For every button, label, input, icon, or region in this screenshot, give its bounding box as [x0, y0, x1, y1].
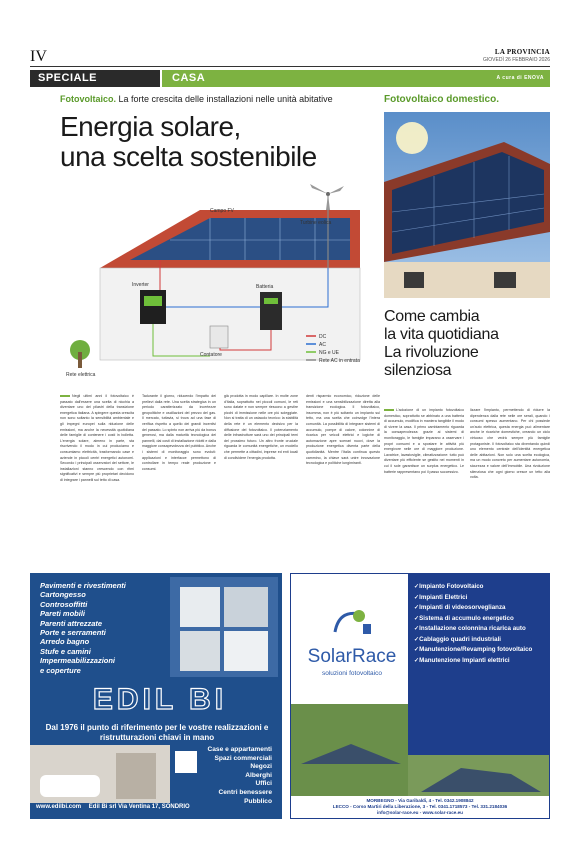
inverter-box	[140, 290, 166, 324]
label-pv: Campo FV	[210, 208, 234, 214]
section-label-casa-text: CASA	[172, 72, 206, 84]
section-label-speciale: SPECIALE	[30, 70, 160, 87]
main-column-1	[60, 394, 134, 564]
solarrace-service: ✓Impianto Fotovoltaico	[414, 583, 484, 590]
solarrace-service: ✓Manutenzione/Revamping fotovoltaico	[414, 646, 533, 653]
edilbi-website[interactable]: www.edilbi.com	[36, 804, 82, 810]
sun	[396, 122, 428, 154]
solarrace-email[interactable]: info@solar-race.eu - www.solar-race.eu	[376, 810, 463, 815]
solarrace-service: ✓Installazione colonnina ricarica auto	[414, 625, 526, 632]
edilbi-target: Alberghi	[245, 771, 272, 779]
label-turbine: Turbine eolica	[300, 220, 332, 226]
main-kicker-bold: Fotovoltaico.	[60, 94, 116, 104]
main-column-3: già prodotta in modo capillare. In molte zone d'Italia, soprattutto nei piccoli comuni, le reti sono datate e non sempre riescono a gestire picchi di immissione nelle ore più soleggiate. Non si tratta di un ostacolo tecnico: la stabilità della rete è un elemento decisivo per la diffusione del fotovoltaico. Il potenziamento delle infrastrutture sarà uno dei principali temi del prossimo futuro. Un altro fronte cruciale riguarda le comunità energetiche, un modello che permette a cittadini, imprese ed enti locali di condividere l'energia prodotta.	[224, 394, 298, 460]
side-headline-line4: silenziosa	[384, 362, 452, 379]
main-column-1-text: Negli ultimi anni il fotovoltaico è passato dall'essere una scelta di nicchia a diventare uno dei pilastri della transizione energetica italiana. A spingere questa crescita non sono soltanto la sensibilità ambientale e gli impegni europei sulla riduzione delle emissioni, ma anche la necessità quotidiana delle famiglie di contenere i costi in bolletta. L'energia solare, almeno in parte, sta riscrivendo il modo in cui produciamo e consumiamo elettricità, trasformando case e aziende in piccoli centri energetici autonomi. Secondo i principali osservatori del settore, le installazioni stanno crescendo con ritmi significativi e sempre più proprietari decidono di integrare i pannelli sul tetto di casa.	[60, 394, 134, 482]
solar-roof-photo	[384, 112, 550, 298]
battery-box	[260, 292, 282, 330]
solarrace-service: ✓Impianti Elettrici	[414, 593, 468, 601]
edilbi-service: Impermeabilizzazioni	[40, 656, 116, 666]
solarrace-brand: SolarRace	[307, 646, 397, 667]
edilbi-service: Controsoffitti	[40, 599, 88, 609]
side-headline-line3: La rivoluzione	[384, 344, 479, 361]
section-credit: A cura di ENOVA	[496, 75, 544, 81]
label-inverter: Inverter	[132, 282, 149, 288]
main-kicker	[60, 94, 333, 104]
solarrace-service: ✓Impianti di videosorveglianza	[414, 604, 506, 611]
solarrace-tagline: soluzioni fotovoltaico	[322, 670, 382, 677]
side-column-1	[384, 408, 464, 568]
edilbi-service: Cartongesso	[40, 590, 86, 600]
page-number: IV	[30, 48, 47, 65]
edilbi-advertisement[interactable]	[30, 573, 282, 819]
edilbi-target: Spazi commerciali	[214, 754, 272, 762]
side-column-2: lizzare l'impianto, permettendo di ridurre la dipendenza dalla rete nelle ore serali, quando i consumi spesso aumentano. Per chi possiede un'auto elettrica, questa energia può alimentare anche le ricariche domestiche, creando un ciclo virtuoso che vedrà sempre più famiglie protagoniste. Il fotovoltaico sta diventando quindi uno elemento centrale dell'identità energetica delle abitazioni. Non solo una scelta ecologica, ma un modo concreto per aumentare autonomia, sicurezza e valore dell'immobile. Una rivoluzione silenziosa che ogni giorno cresce un tetto alla volta.	[470, 408, 550, 480]
edilbi-service: Stufe e camini	[40, 646, 91, 656]
edilbi-services	[40, 581, 190, 675]
legend-ac: AC	[319, 342, 326, 348]
edilbi-target: Centri benessere	[218, 788, 272, 796]
solarrace-services	[414, 582, 550, 666]
main-headline	[60, 112, 380, 172]
bathroom-photo	[30, 745, 170, 803]
solarrace-advertisement[interactable]	[290, 573, 550, 819]
main-headline-line2: una scelta sostenibile	[60, 141, 317, 172]
edilbi-service: Porte e serramenti	[40, 628, 106, 638]
side-kicker: Fotovoltaico domestico.	[384, 94, 500, 105]
edilbi-service: e coperture	[40, 665, 81, 675]
meter-box	[210, 326, 228, 348]
edilbi-service: Arredo bagno	[40, 637, 90, 647]
main-body	[60, 394, 380, 564]
paragraph-accent	[384, 409, 394, 411]
label-battery: Batteria	[256, 284, 274, 290]
legend-ng: NG e UE	[319, 350, 340, 356]
legend-dc: DC	[319, 334, 327, 340]
newspaper-name: LA PROVINCIA	[494, 48, 550, 56]
label-load: Rete elettrica	[66, 372, 96, 378]
solarrace-contacts	[291, 798, 549, 816]
solarrace-service: ✓Sistema di accumulo energetico	[414, 614, 514, 622]
solarrace-address-lecco: LECCO - Corso Martiri della Liberazione, 3 - Tel. 0341.1718573 - Tel. 331.2184036	[332, 804, 508, 809]
solarrace-address-morbegno: MORBEGNO - Via Garibaldi, 4 - Tel. 0342.1908842	[366, 798, 474, 803]
paragraph-accent	[60, 395, 70, 397]
side-body	[384, 408, 550, 568]
side-column-1-text: L'adozione di un impianto fotovoltaico domestico, soprattutto se abbinato a una batteria di accumulo, modifica in maniera tangibile il modo di vivere la casa. Il primo cambiamento riguarda la consapevolezza: grazie ai sistemi di monitoraggio, le famiglie imparano a osservare i propri consumi e a spostare le attività più energivore nelle ore di maggiore produzione. Lavatrice, lavastoviglie, climatizzazione: tutto può diventare più efficiente se gestito nei momenti in cui il sole garantisce un surplus energetico. Le batterie rappresentano poi il passo successivo.	[384, 408, 464, 474]
main-column-2: Tadurante il giorno, riducendo l'impatto dei prelievi dalla rete. Una scelta strategica in un periodo caratterizzato da incertezze geopolitiche e oscillazioni del prezzo del gas. Il mercato, tuttavia, si trova ad una fase di verifica rispetto a quello dei grandi incentivi del passato. Lo spinto non arriva più da bonus generosi, ma dalla maturità tecnologica dei pannelli, dai costi di installazione ridotti e dalla maggiore consapevolezza del pubblico. Anche i sistemi di monitoraggio sono evoluti: applicazioni e interfacce permettono di controllare in tempo reale produzione e consumi.	[142, 394, 216, 471]
edilbi-service: Pareti mobili	[40, 609, 86, 619]
edilbi-service: Pavimenti e rivestimenti	[40, 581, 126, 590]
edilbi-target: Pubblico	[244, 797, 272, 805]
side-headline-line1: Come cambia	[384, 308, 480, 325]
solarrace-service: ✓Manutenzione Impianti elettrici	[414, 656, 510, 664]
side-headline	[384, 308, 550, 380]
legend-rete: Rete AC in entrata	[319, 358, 360, 364]
edilbi-target: Uffici	[255, 780, 272, 788]
edilbi-targets	[162, 746, 272, 806]
header-rule	[30, 66, 550, 67]
edilbi-footer	[36, 804, 190, 810]
edilbi-target: Negozi	[250, 763, 272, 771]
edilbi-slogan: Dal 1976 il punto di riferimento per le vostre realizzazioni e ristrutturazioni chiavi in mano	[45, 723, 269, 742]
edilbi-logo	[70, 681, 250, 715]
edilbi-target: Case e appartamenti	[207, 746, 272, 753]
plug-sun-icon	[329, 604, 375, 644]
section-bar	[30, 70, 550, 87]
section-label-casa	[162, 70, 550, 87]
side-headline-line2: la vita quotidiana	[384, 326, 499, 343]
edilbi-address: Edil Bi srl Via Ventina 17, SONDRIO	[88, 804, 190, 810]
svg-text:EDIL BI: EDIL BI	[92, 683, 228, 715]
main-kicker-rest: La forte crescita delle installazioni nelle unità abitative	[116, 94, 333, 104]
edilbi-service: Parenti attrezzate	[40, 618, 103, 628]
main-column-4: denti risparmio economico, riduzione delle emissioni e una sensibilizzazione diretta alla transizione ecologica. Il fotovoltaico, insomma, non è più soltanto un impianto sul tetto, ma una scelta che coinvolge l'intera comunità. La possibilità di integrare sistemi di accumulo, pompe di calore, colonnine di ricarica per veicoli elettrici e logiche di automazione apre scenari nuovi, dove la produzione energetica diventa parte della quotidianità. Mentre l'Italia continua questo cammino, la chiave sarà unire innovazione tecnologica e politiche lungimiranti.	[306, 394, 380, 466]
solar-installations-photos	[291, 704, 549, 796]
solarrace-service: ✓Cablaggio quadri industriali	[414, 635, 502, 643]
main-headline-line1: Energia solare,	[60, 111, 241, 142]
solar-system-diagram	[60, 180, 380, 380]
issue-date: GIOVEDÌ 26 FEBBRAIO 2026	[483, 57, 550, 63]
label-meter: Contatore	[200, 352, 222, 358]
